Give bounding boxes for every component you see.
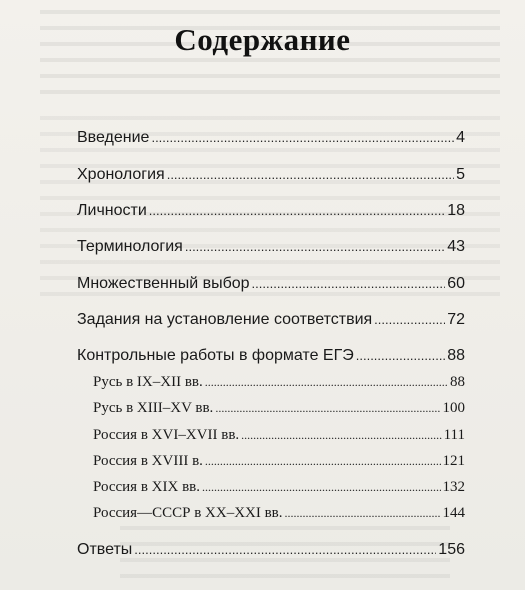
toc-entry-ege-tests[interactable]: [77, 343, 465, 369]
toc-entry-label: Русь в IX–XII вв.: [93, 374, 203, 390]
toc-entry-label: Россия в XVI–XVII вв.: [93, 427, 240, 443]
toc-entry-label: Задания на установление соответствия: [77, 311, 373, 328]
toc-subentry-russia-19[interactable]: [93, 474, 465, 500]
toc-entry-label: Личности: [77, 202, 147, 219]
toc-subentry-russia-ussr-20-21[interactable]: [93, 500, 465, 526]
toc-page-number: 100: [442, 400, 465, 416]
toc-entry-chronology[interactable]: [77, 162, 465, 188]
toc-entry-matching-tasks[interactable]: [77, 307, 465, 333]
toc-page-number: 121: [442, 453, 465, 469]
toc-page-number: 43: [447, 238, 465, 255]
toc-entry-answers[interactable]: [77, 537, 465, 563]
toc-page-number: 4: [456, 129, 465, 146]
toc-entry-label: Множественный выбор: [77, 275, 250, 292]
toc-page-number: 72: [447, 311, 465, 328]
toc-dot-leader: [374, 307, 445, 333]
toc-dot-leader: [134, 537, 436, 563]
toc-entry-multiple-choice[interactable]: [77, 271, 465, 297]
toc-dot-leader: [285, 500, 441, 526]
toc-entry-label: Россия в XIX вв.: [93, 479, 200, 495]
toc-entry-label: Контрольные работы в формате ЕГЭ: [77, 347, 354, 364]
toc-dot-leader: [202, 474, 441, 500]
toc-dot-leader: [205, 369, 448, 395]
toc-entry-label: Хронология: [77, 166, 165, 183]
toc-page-number: 88: [450, 374, 465, 390]
toc-page-number: 144: [442, 505, 465, 521]
toc-subentry-rus-9-12[interactable]: [93, 369, 465, 395]
toc-entry-terminology[interactable]: [77, 234, 465, 260]
toc-dot-leader: [151, 125, 454, 151]
toc-dot-leader: [185, 234, 445, 260]
toc-page-number: 156: [438, 541, 465, 558]
toc-entry-label: Россия—СССР в XX–XXI вв.: [93, 505, 283, 521]
toc-page-number: 5: [456, 166, 465, 183]
toc-dot-leader: [149, 198, 445, 224]
toc-subentry-russia-18[interactable]: [93, 448, 465, 474]
toc-entry-introduction[interactable]: [77, 125, 465, 151]
toc-entry-label: Введение: [77, 129, 150, 146]
toc-dot-leader: [205, 448, 441, 474]
toc-page-number: 132: [442, 479, 465, 495]
toc-subentry-rus-13-15[interactable]: [93, 395, 465, 421]
toc-dot-leader: [215, 395, 440, 421]
toc-entry-label: Терминология: [77, 238, 183, 255]
toc-page-number: 111: [443, 427, 465, 443]
toc-dot-leader: [167, 162, 454, 188]
page-title: Содержание: [174, 22, 351, 57]
toc-entry-label: Ответы: [77, 541, 133, 558]
toc-entry-label: Русь в XIII–XV вв.: [93, 400, 214, 416]
toc-dot-leader: [252, 271, 446, 297]
toc-dot-leader: [241, 422, 441, 448]
toc-dot-leader: [356, 343, 445, 369]
toc-page-number: 88: [447, 347, 465, 364]
toc-page-number: 60: [447, 275, 465, 292]
toc-subentry-russia-16-17[interactable]: [93, 422, 465, 448]
toc-page-number: 18: [447, 202, 465, 219]
toc-entry-persons[interactable]: [77, 198, 465, 224]
toc-entry-label: Россия в XVIII в.: [93, 453, 203, 469]
